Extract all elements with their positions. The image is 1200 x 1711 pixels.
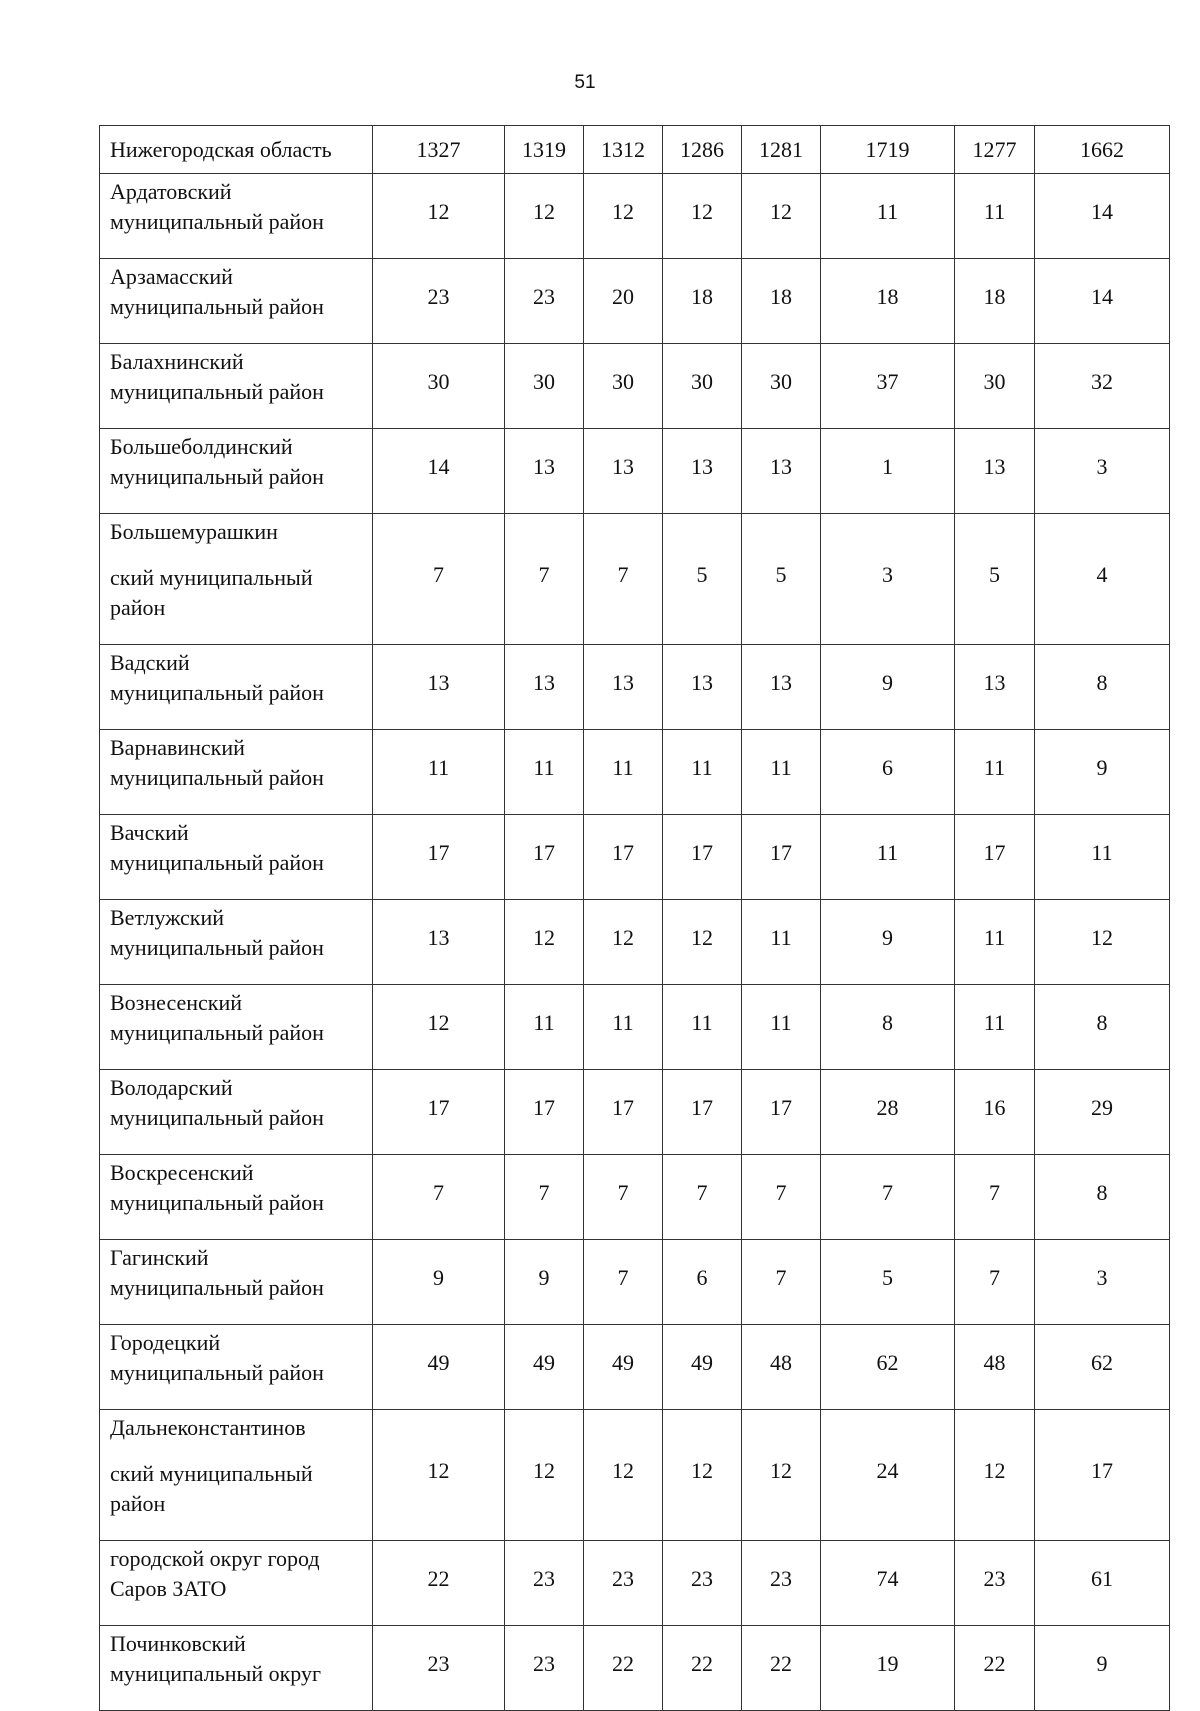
municipality-name-line: Вачский bbox=[110, 820, 189, 845]
table-cell-value: 5 bbox=[663, 514, 742, 645]
table-cell-value: 23 bbox=[742, 1541, 821, 1626]
municipality-name bbox=[100, 174, 373, 259]
header-value: 1319 bbox=[505, 126, 584, 174]
municipality-name bbox=[100, 900, 373, 985]
table-cell-value: 18 bbox=[821, 259, 955, 344]
table-cell-value: 22 bbox=[742, 1626, 821, 1711]
table-cell-value: 11 bbox=[373, 730, 505, 815]
table-cell-value: 11 bbox=[742, 985, 821, 1070]
table-cell-value: 20 bbox=[584, 259, 663, 344]
table-row bbox=[100, 1070, 1170, 1155]
municipality-name-line: муниципальный район bbox=[110, 1190, 324, 1215]
table-row bbox=[100, 344, 1170, 429]
table-cell-value: 13 bbox=[955, 429, 1035, 514]
table-cell-value: 13 bbox=[955, 645, 1035, 730]
table-cell-value: 9 bbox=[505, 1240, 584, 1325]
table-cell-value: 37 bbox=[821, 344, 955, 429]
table-cell-value: 30 bbox=[505, 344, 584, 429]
table-row bbox=[100, 1410, 1170, 1541]
table-row bbox=[100, 259, 1170, 344]
table-cell-value: 11 bbox=[955, 174, 1035, 259]
table-cell-value: 9 bbox=[821, 900, 955, 985]
municipality-name bbox=[100, 645, 373, 730]
municipality-name bbox=[100, 344, 373, 429]
municipality-name bbox=[100, 815, 373, 900]
table-cell-value: 17 bbox=[742, 1070, 821, 1155]
table-cell-value: 32 bbox=[1035, 344, 1170, 429]
table-cell-value: 30 bbox=[373, 344, 505, 429]
municipality-name-line: ский муниципальный bbox=[110, 565, 313, 590]
table-cell-value: 18 bbox=[663, 259, 742, 344]
table-cell-value: 7 bbox=[584, 1240, 663, 1325]
table-cell-value: 23 bbox=[955, 1541, 1035, 1626]
table-cell-value: 13 bbox=[742, 645, 821, 730]
table-cell-value: 5 bbox=[955, 514, 1035, 645]
table-cell-value: 23 bbox=[505, 1541, 584, 1626]
table-cell-value: 30 bbox=[955, 344, 1035, 429]
header-value: 1312 bbox=[584, 126, 663, 174]
municipality-name bbox=[100, 514, 373, 645]
table-cell-value: 12 bbox=[742, 1410, 821, 1541]
table-cell-value: 9 bbox=[1035, 730, 1170, 815]
table-cell-value: 11 bbox=[955, 900, 1035, 985]
table-cell-value: 13 bbox=[373, 900, 505, 985]
table-cell-value: 6 bbox=[663, 1240, 742, 1325]
municipality-name-line: Ардатовский bbox=[110, 179, 232, 204]
header-value: 1327 bbox=[373, 126, 505, 174]
table-row bbox=[100, 730, 1170, 815]
table-cell-value: 74 bbox=[821, 1541, 955, 1626]
table-cell-value: 1 bbox=[821, 429, 955, 514]
table-cell-value: 28 bbox=[821, 1070, 955, 1155]
table-cell-value: 23 bbox=[663, 1541, 742, 1626]
municipality-name-line: Городецкий bbox=[110, 1330, 221, 1355]
table-row bbox=[100, 645, 1170, 730]
table-cell-value: 12 bbox=[584, 900, 663, 985]
table-row bbox=[100, 1626, 1170, 1711]
table-cell-value: 23 bbox=[373, 259, 505, 344]
table-cell-value: 11 bbox=[663, 730, 742, 815]
table-cell-value: 13 bbox=[584, 429, 663, 514]
table-cell-value: 7 bbox=[955, 1155, 1035, 1240]
table-cell-value: 11 bbox=[1035, 815, 1170, 900]
table-cell-value: 11 bbox=[742, 900, 821, 985]
table-cell-value: 11 bbox=[663, 985, 742, 1070]
municipality-name-line: муниципальный район bbox=[110, 379, 324, 404]
region-name: Нижегородская область bbox=[100, 126, 373, 174]
table-cell-value: 12 bbox=[505, 900, 584, 985]
municipality-name bbox=[100, 1155, 373, 1240]
table-cell-value: 17 bbox=[663, 815, 742, 900]
table-cell-value: 17 bbox=[742, 815, 821, 900]
municipality-name-line: муниципальный район bbox=[110, 1360, 324, 1385]
table-cell-value: 12 bbox=[505, 1410, 584, 1541]
municipality-name-line: Воскресенский bbox=[110, 1160, 254, 1185]
table-cell-value: 12 bbox=[584, 1410, 663, 1541]
municipality-name-line: ский муниципальный bbox=[110, 1461, 313, 1486]
table-cell-value: 30 bbox=[584, 344, 663, 429]
table-cell-value: 19 bbox=[821, 1626, 955, 1711]
municipality-name-line: муниципальный район bbox=[110, 850, 324, 875]
table-cell-value: 12 bbox=[373, 1410, 505, 1541]
header-value: 1286 bbox=[663, 126, 742, 174]
municipality-name bbox=[100, 259, 373, 344]
municipality-name-line: муниципальный район bbox=[110, 1020, 324, 1045]
municipality-name-line: муниципальный район bbox=[110, 935, 324, 960]
table-cell-value: 12 bbox=[1035, 900, 1170, 985]
municipality-name-line: Арзамасский bbox=[110, 264, 233, 289]
table-cell-value: 17 bbox=[373, 815, 505, 900]
table-row bbox=[100, 1155, 1170, 1240]
table-cell-value: 49 bbox=[663, 1325, 742, 1410]
table-cell-value: 13 bbox=[505, 645, 584, 730]
table-cell-value: 7 bbox=[373, 514, 505, 645]
table-cell-value: 12 bbox=[742, 174, 821, 259]
header-value: 1281 bbox=[742, 126, 821, 174]
municipality-name bbox=[100, 1410, 373, 1541]
municipality-name-line: Починковский bbox=[110, 1631, 246, 1656]
table-cell-value: 7 bbox=[505, 1155, 584, 1240]
table-cell-value: 7 bbox=[663, 1155, 742, 1240]
table-cell-value: 16 bbox=[955, 1070, 1035, 1155]
municipality-name-line: Гагинский bbox=[110, 1245, 209, 1270]
municipality-name bbox=[100, 1626, 373, 1711]
municipality-name bbox=[100, 1240, 373, 1325]
table-cell-value: 8 bbox=[1035, 985, 1170, 1070]
municipality-name bbox=[100, 1541, 373, 1626]
table-cell-value: 7 bbox=[584, 514, 663, 645]
table-row bbox=[100, 1325, 1170, 1410]
table-cell-value: 11 bbox=[505, 985, 584, 1070]
table-cell-value: 14 bbox=[373, 429, 505, 514]
table-cell-value: 8 bbox=[1035, 645, 1170, 730]
table-cell-value: 48 bbox=[955, 1325, 1035, 1410]
table-row bbox=[100, 174, 1170, 259]
table-cell-value: 3 bbox=[1035, 429, 1170, 514]
table-cell-value: 30 bbox=[663, 344, 742, 429]
table-cell-value: 22 bbox=[584, 1626, 663, 1711]
municipality-name-line: Вадский bbox=[110, 650, 190, 675]
table-cell-value: 8 bbox=[1035, 1155, 1170, 1240]
municipality-name-line: Большемурашкин bbox=[110, 519, 278, 544]
table-cell-value: 18 bbox=[955, 259, 1035, 344]
table-cell-value: 11 bbox=[584, 985, 663, 1070]
table-cell-value: 7 bbox=[821, 1155, 955, 1240]
municipality-name-line: муниципальный район bbox=[110, 1275, 324, 1300]
table-cell-value: 13 bbox=[505, 429, 584, 514]
table-cell-value: 23 bbox=[505, 1626, 584, 1711]
table-cell-value: 49 bbox=[373, 1325, 505, 1410]
table-cell-value: 11 bbox=[821, 174, 955, 259]
table-cell-value: 12 bbox=[663, 1410, 742, 1541]
table-row bbox=[100, 514, 1170, 645]
table-cell-value: 62 bbox=[1035, 1325, 1170, 1410]
municipality-name-line: Большеболдинский bbox=[110, 434, 293, 459]
table-cell-value: 30 bbox=[742, 344, 821, 429]
table-cell-value: 17 bbox=[584, 1070, 663, 1155]
municipality-name-line: Варнавинский bbox=[110, 735, 245, 760]
table-cell-value: 18 bbox=[742, 259, 821, 344]
table-cell-value: 23 bbox=[505, 259, 584, 344]
municipality-name-line: Дальнеконстантинов bbox=[110, 1415, 306, 1440]
table-cell-value: 14 bbox=[1035, 174, 1170, 259]
municipality-name-line: муниципальный округ bbox=[110, 1661, 322, 1686]
table-cell-value: 23 bbox=[373, 1626, 505, 1711]
table-cell-value: 49 bbox=[584, 1325, 663, 1410]
municipality-name-line: район bbox=[110, 595, 166, 620]
table-cell-value: 29 bbox=[1035, 1070, 1170, 1155]
data-table bbox=[99, 125, 1170, 1711]
table-cell-value: 22 bbox=[373, 1541, 505, 1626]
table-cell-value: 11 bbox=[584, 730, 663, 815]
table-cell-value: 11 bbox=[821, 815, 955, 900]
table-cell-value: 14 bbox=[1035, 259, 1170, 344]
table-cell-value: 11 bbox=[955, 985, 1035, 1070]
table-cell-value: 7 bbox=[955, 1240, 1035, 1325]
municipality-name-line: район bbox=[110, 1491, 166, 1516]
table-cell-value: 11 bbox=[742, 730, 821, 815]
table-cell-value: 12 bbox=[373, 985, 505, 1070]
table-cell-value: 22 bbox=[955, 1626, 1035, 1711]
municipality-name bbox=[100, 1325, 373, 1410]
table-cell-value: 13 bbox=[373, 645, 505, 730]
table-cell-value: 17 bbox=[663, 1070, 742, 1155]
table-cell-value: 13 bbox=[663, 429, 742, 514]
table-row bbox=[100, 429, 1170, 514]
table-cell-value: 12 bbox=[663, 900, 742, 985]
table-cell-value: 12 bbox=[373, 174, 505, 259]
table-cell-value: 49 bbox=[505, 1325, 584, 1410]
table-cell-value: 9 bbox=[821, 645, 955, 730]
table-cell-value: 11 bbox=[505, 730, 584, 815]
table-row bbox=[100, 1240, 1170, 1325]
municipality-name-line: Ветлужский bbox=[110, 905, 224, 930]
table-cell-value: 13 bbox=[584, 645, 663, 730]
table-cell-value: 12 bbox=[505, 174, 584, 259]
table-cell-value: 8 bbox=[821, 985, 955, 1070]
municipality-name-line: муниципальный район bbox=[110, 209, 324, 234]
table-cell-value: 4 bbox=[1035, 514, 1170, 645]
table-cell-value: 17 bbox=[584, 815, 663, 900]
table-cell-value: 3 bbox=[1035, 1240, 1170, 1325]
table-cell-value: 17 bbox=[955, 815, 1035, 900]
table-cell-value: 62 bbox=[821, 1325, 955, 1410]
municipality-name-line: Вознесенский bbox=[110, 990, 243, 1015]
municipality-name-line: муниципальный район bbox=[110, 765, 324, 790]
table-header-row bbox=[100, 126, 1170, 174]
table-cell-value: 12 bbox=[955, 1410, 1035, 1541]
header-value: 1662 bbox=[1035, 126, 1170, 174]
table-cell-value: 61 bbox=[1035, 1541, 1170, 1626]
table-cell-value: 24 bbox=[821, 1410, 955, 1541]
table-cell-value: 7 bbox=[742, 1155, 821, 1240]
table-cell-value: 7 bbox=[373, 1155, 505, 1240]
table-cell-value: 9 bbox=[1035, 1626, 1170, 1711]
table-row bbox=[100, 1541, 1170, 1626]
table-row bbox=[100, 815, 1170, 900]
municipality-name-line: муниципальный район bbox=[110, 680, 324, 705]
table-cell-value: 23 bbox=[584, 1541, 663, 1626]
table-cell-value: 5 bbox=[742, 514, 821, 645]
table-cell-value: 9 bbox=[373, 1240, 505, 1325]
table-cell-value: 3 bbox=[821, 514, 955, 645]
table-cell-value: 13 bbox=[663, 645, 742, 730]
municipality-name-line: муниципальный район bbox=[110, 464, 324, 489]
table-row bbox=[100, 900, 1170, 985]
table-cell-value: 12 bbox=[584, 174, 663, 259]
table-cell-value: 17 bbox=[505, 1070, 584, 1155]
table-cell-value: 22 bbox=[663, 1626, 742, 1711]
municipality-name bbox=[100, 985, 373, 1070]
table-cell-value: 6 bbox=[821, 730, 955, 815]
municipality-name bbox=[100, 1070, 373, 1155]
table-cell-value: 17 bbox=[1035, 1410, 1170, 1541]
municipality-name-line: городской округ город bbox=[110, 1546, 320, 1571]
municipality-name bbox=[100, 730, 373, 815]
municipality-name-line: муниципальный район bbox=[110, 1105, 324, 1130]
header-value: 1277 bbox=[955, 126, 1035, 174]
page-number: 51 bbox=[574, 72, 596, 93]
table-cell-value: 48 bbox=[742, 1325, 821, 1410]
municipality-name-line: Балахнинский bbox=[110, 349, 244, 374]
municipality-name-line: Саров ЗАТО bbox=[110, 1576, 227, 1601]
table-cell-value: 7 bbox=[584, 1155, 663, 1240]
table-cell-value: 17 bbox=[373, 1070, 505, 1155]
table-cell-value: 12 bbox=[663, 174, 742, 259]
table-cell-value: 11 bbox=[955, 730, 1035, 815]
table-cell-value: 17 bbox=[505, 815, 584, 900]
municipality-name-line: Володарский bbox=[110, 1075, 233, 1100]
table-cell-value: 7 bbox=[742, 1240, 821, 1325]
table-row bbox=[100, 985, 1170, 1070]
municipality-name-line: муниципальный район bbox=[110, 294, 324, 319]
municipality-name bbox=[100, 429, 373, 514]
header-value: 1719 bbox=[821, 126, 955, 174]
table-cell-value: 13 bbox=[742, 429, 821, 514]
table-cell-value: 5 bbox=[821, 1240, 955, 1325]
table-cell-value: 7 bbox=[505, 514, 584, 645]
